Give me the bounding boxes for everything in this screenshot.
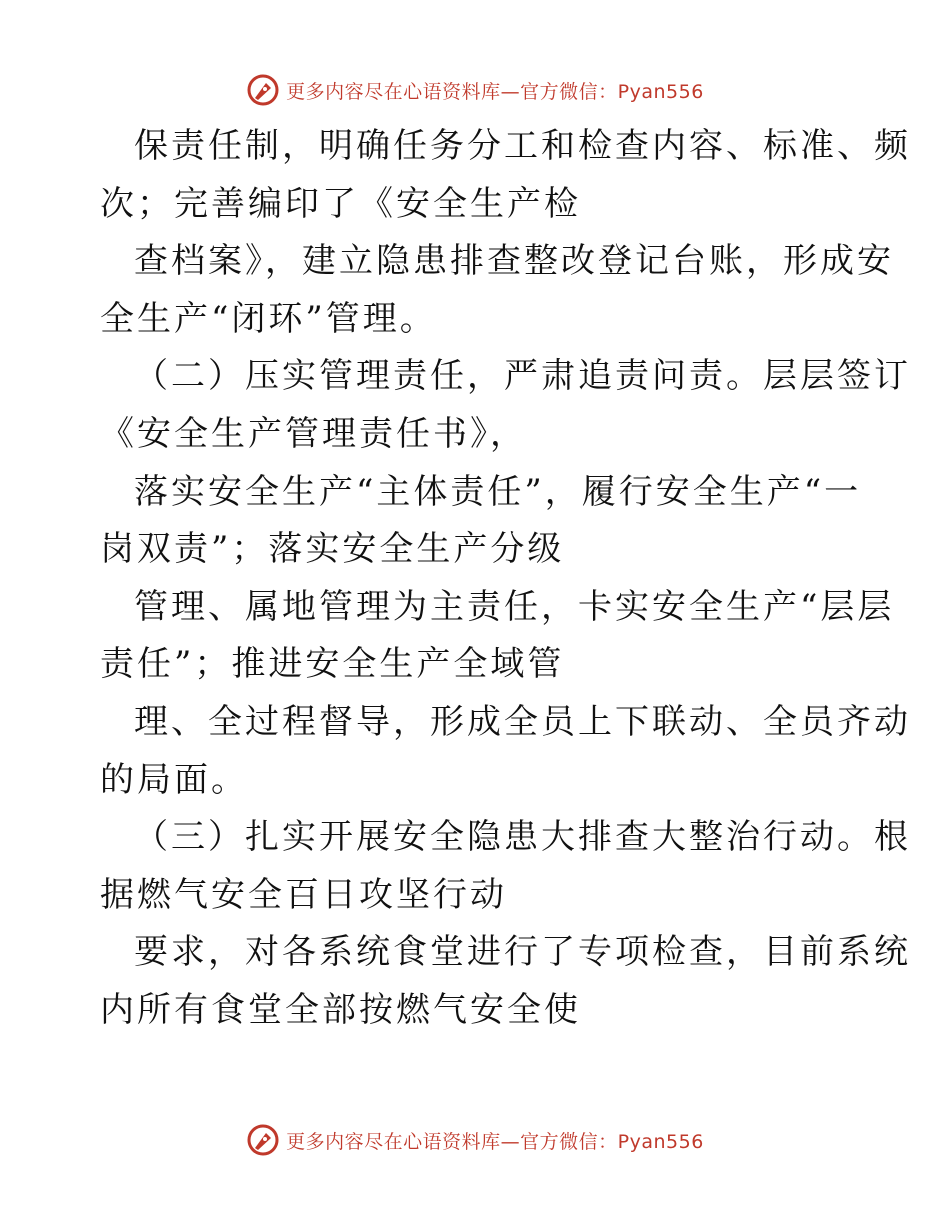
text-line: 的局面。 <box>100 759 248 800</box>
text-line: 落实安全生产“主体责任”，履行安全生产“一 <box>134 471 862 512</box>
text-line: 责任”；推进安全生产全域管 <box>100 644 565 685</box>
text-line: 理、全过程督导，形成全员上下联动、全员齐动 <box>134 701 911 742</box>
text-line: 次；完善编印了《安全生产检 <box>100 183 581 224</box>
text-line: 管理、属地管理为主责任，卡实安全生产“层层 <box>134 586 895 627</box>
text-line: 保责任制，明确任务分工和检查内容、标准、频 <box>134 126 911 166</box>
text-line: 据燃气安全百日攻坚行动 <box>100 874 507 915</box>
text-line: 《安全生产管理责任书》， <box>100 413 527 454</box>
pen-nib-logo-icon <box>246 73 280 107</box>
text-line: 查档案》，建立隐患排查整改登记台账，形成安 <box>134 241 894 282</box>
text-line: （二）压实管理责任，严肃追责问责。层层签订 <box>134 356 911 397</box>
text-line: 岗双责”；落实安全生产分级 <box>100 529 565 570</box>
document-body <box>100 118 911 1040</box>
text-line: 全生产“闭环”管理。 <box>100 298 437 339</box>
text-line: 内所有食堂全部按燃气安全使 <box>100 989 581 1030</box>
footer-watermark <box>0 1120 950 1160</box>
pen-nib-logo-icon <box>246 1123 280 1157</box>
header-watermark <box>0 70 950 110</box>
text-line: 要求，对各系统食堂进行了专项检查，目前系统 <box>134 932 911 973</box>
watermark-text: 更多内容尽在心语资料库—官方微信：Pyan556 <box>286 80 704 103</box>
text-line: （三）扎实开展安全隐患大排查大整治行动。根 <box>134 817 911 858</box>
watermark-text: 更多内容尽在心语资料库—官方微信：Pyan556 <box>286 1130 704 1153</box>
